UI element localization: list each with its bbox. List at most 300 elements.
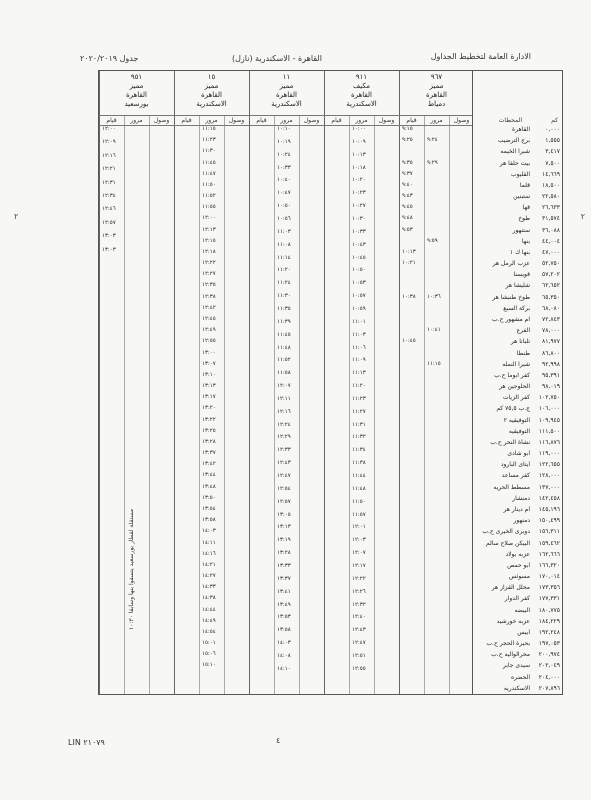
train-type: مميز [204,82,219,90]
station-km: ١٧٠,٠١٤ [538,573,560,581]
station-km: ١,٥٥٥ [545,137,560,145]
station-name: دمنهور [513,517,530,525]
time-cell: ١١:٣٠ [277,293,291,300]
station-name: القاهرة [512,126,530,133]
time-cell: ١٣:٢٨ [202,438,216,445]
time-cell: ١١:١٥ [202,126,216,132]
time-cell: ١١:٣٥ [277,305,291,312]
time-cell: ١١:١٥ [427,360,441,367]
station-km: ٧٢,٨٤٣ [541,316,560,323]
station-name: محلل القزاز هر [491,584,530,592]
time-cell: ١٢:٥١ [352,652,366,659]
time-cell: ١١:٤٤ [352,473,366,480]
train-sub: الاسكندرية [346,100,377,108]
time-cell: ١٢:٠١ [352,524,366,531]
subcolumn-divider [274,115,275,694]
timetable-grid [98,70,473,695]
time-cell: ١٢:١٨ [202,248,216,255]
station-name: عزبه خورشيد [496,617,530,625]
station-row [473,517,562,525]
train-header [99,73,174,109]
train-num: ١١ [282,73,291,81]
time-cell: ١٠:٢١ [402,260,416,267]
time-cell: ١٠:٣٣ [277,164,291,171]
station-name: الفرع [516,327,530,335]
time-cell: ١٢:٢٢ [202,260,216,267]
station-row [473,618,562,626]
time-cell: ١٤:٢١ [202,561,216,568]
station-name: ج.ب ٧٥,٥ كم [496,405,530,413]
train-type: مكيف [353,82,370,90]
time-cell: ١٠:٢٧ [352,203,366,210]
time-cell: ١٣:٠٣ [102,233,116,240]
train-divider [174,71,175,694]
station-row [473,428,562,436]
station-km: ٠,٠٠٠ [545,126,560,133]
train-header [324,73,399,109]
station-row [473,137,562,145]
time-cell: ١٢:٥٧ [277,498,291,505]
time-cell: ٩:٤٠ [402,181,413,188]
route-header: القاهرة - الاسكندرية (نازل) [232,54,322,63]
time-cell: ١٢:٠٧ [277,383,291,390]
time-cell: ١٢:٥٧ [102,219,116,226]
time-cell: ١١:٣٠ [202,148,216,155]
time-cell: ١٢:٣٤ [102,193,116,200]
station-km: ٩٢,٩٩٨ [541,360,560,368]
station-row [473,249,562,257]
station-row [473,338,562,346]
station-km: ٥٢,٧٥٠ [541,260,560,268]
station-km: ١٠٢,٧٥٠ [538,394,560,402]
subcolumn-label: قيام [406,117,417,124]
time-cell: ١٢:٣٨ [202,293,216,300]
time-cell: ١٢:٢٩ [277,434,291,441]
station-row [473,372,562,380]
time-cell: ١١:٠٨ [277,241,291,248]
train-type: مميز [429,82,444,90]
train-route: القاهرة [276,91,297,99]
time-cell: ١٢:٠٧ [352,550,366,557]
time-cell: ٩:٤٥ [402,204,413,211]
subcolumn-label: وصول [303,117,320,124]
train-num: ١٥ [207,73,216,81]
time-cell: ١٢:٤٢ [202,304,216,311]
time-cell: ١٠:٤٣ [352,241,366,248]
station-row [473,260,562,268]
station-row [473,439,562,447]
station-km: ٤٧,٠٠٠ [541,248,560,256]
time-cell: ١١:٥٢ [202,193,216,200]
time-cell: ١٠:٤٠ [277,177,291,184]
time-cell: ١٠:٢٠ [352,177,366,184]
time-cell: ١٢:٤٣ [352,627,366,634]
station-km: ٦٥,٣٥٠ [541,293,560,301]
time-cell: ١٣:٣٧ [202,450,216,457]
time-cell: ١٤:٤٩ [202,617,216,624]
station-name: دمنشار [512,494,530,502]
station-name: سيدى جابر [502,662,530,670]
station-km: ١٥٠,٤٩٩ [538,517,560,525]
time-cell: ١١:٥٠ [352,498,366,505]
time-cell: ١٣:١٩ [277,537,291,544]
station-name: كفر الدوار [504,595,530,603]
time-cell: ٩:٣٥ [402,159,413,166]
time-cell: ١٢:٠٩ [102,139,116,146]
station-name: عزب الرمل هر [492,260,530,268]
station-row [473,551,562,559]
time-cell: ١٢:٢٤ [277,421,291,428]
time-cell: ١٢:٠٠ [202,215,216,222]
station-km: ٢٠٤,٠٠٠ [538,673,560,681]
station-name: شبرا النمله [502,360,530,368]
time-cell: ١١:٥٧ [352,511,366,518]
time-cell: ١٣:٥٣ [277,614,291,621]
subcolumn-label: مرور [205,117,218,124]
time-cell: ١١:٤٧ [202,170,216,177]
time-cell: ١٠:٥٠ [277,203,291,210]
train-divider [99,71,100,694]
time-cell: ٩:٣٧ [402,170,413,177]
station-name: الحلوجين هر [499,383,530,391]
train-route: القاهرة [351,91,372,99]
train-divider [324,71,325,694]
time-cell: ١١:٣٤ [352,447,366,454]
time-cell: ١٢:٢٢ [352,575,366,582]
time-cell: ١٢:٤٠ [352,614,366,621]
time-cell: ١١:٥٥ [202,204,216,211]
station-row [473,405,562,413]
time-cell: ١٣:١٠ [202,371,216,378]
station-km: ٢٠٢,٠٤٩ [538,662,560,670]
subcolumn-label: قيام [256,117,267,124]
station-km: ٣١,٥٧٤ [541,215,560,223]
station-km: ٧,٥٠٠ [545,159,560,167]
station-row [473,238,562,246]
station-row [473,294,562,302]
subcolumn-label: وصول [453,117,470,124]
station-row [473,327,562,335]
time-cell: ١٠:٣٠ [352,215,366,222]
time-cell: ١١:٠٣ [352,331,366,338]
station-row [473,271,562,279]
station-name: دوبرى الخيرى ح.ب [482,528,530,536]
station-name: تلبانا هر [510,338,530,346]
station-km: ١٤٢,٤٥٨ [538,494,560,502]
subcolumn-divider [374,115,375,694]
time-cell: ١٣:٠٧ [202,360,216,367]
station-name: كفر ابوما ح.ب [494,371,530,379]
station-name: برج الترضيب [497,137,530,145]
station-name: كفر مساعد [501,472,530,480]
station-km: ١١٦,٨٧٦ [538,438,560,446]
time-cell: ١٢:١٦ [277,408,291,415]
station-km: ٢٠٠,٩٧٤ [538,651,560,659]
station-row [473,171,562,179]
train-num: ٩٦٧ [430,73,443,81]
station-row [473,685,562,693]
station-name: مسطط الحريه [493,483,530,491]
station-row [473,607,562,615]
time-cell: ١٣:٣٣ [277,563,291,569]
station-name: طوخ [518,215,530,223]
station-row [473,461,562,469]
station-name: ام دينار هر [503,506,530,513]
time-cell: ١٠:٣٦ [427,293,441,300]
time-cell: ١٤:٠٣ [277,640,291,647]
time-cell: ٩:٢٥ [402,137,413,144]
time-cell: ١٤:٤٤ [202,606,216,613]
time-cell: ١٢:٠٣ [352,537,366,544]
station-name: عزبه بولاد [505,550,530,558]
subcolumn-divider [149,115,150,694]
subcolumn-label: مرور [355,117,368,124]
time-cell: ١٣:٠٥ [277,511,291,518]
station-row [473,383,562,391]
station-name: البيكن صلاح سالم [485,539,530,547]
time-cell: ١٤:٣٨ [202,595,216,602]
station-km: ٣,٤١٧ [545,148,560,156]
subcolumn-label: وصول [378,117,395,124]
time-cell: ١١:٢٠ [277,267,291,274]
margin-mark-right: ٢ [580,212,585,221]
time-cell: ١٠:١٩ [277,138,291,145]
time-cell: ١٠:٥٦ [277,215,291,222]
time-cell: ١٢:٣١ [102,179,116,186]
train-header [399,73,474,109]
time-cell: ١٣:٠٠ [202,349,216,356]
station-row [473,640,562,648]
time-cell: ١٠:٣٣ [352,228,366,235]
station-name: التوفيقيه [508,427,530,435]
station-name: ابو شادى [507,450,530,458]
schedule-year: جدول ٢٠٢٠/٢٠١٩ [80,54,139,63]
station-row [473,215,562,223]
station-row [473,148,562,156]
time-cell: ١٤:٢٧ [202,573,216,580]
time-cell: ١٣:٢٥ [202,427,216,434]
station-row [473,662,562,670]
department-header: الادارة العامة لتخطيط الجداول [430,52,531,61]
time-cell: ١٣:٤١ [277,588,291,595]
station-km: ١٠٦,٠٠٠ [538,405,560,413]
station-row [473,204,562,212]
time-cell: ٩:٥٩ [427,237,438,244]
time-cell: ١٢:٢٧ [202,271,216,278]
station-km: ١٥٦,٣١١ [538,528,560,536]
time-cell: ١٢:٥٤ [277,485,291,492]
station-row [473,651,562,659]
station-name: الاسكندريه [503,684,530,692]
train-num: ٩١١ [355,73,368,81]
station-row [473,394,562,402]
train-type: مميز [279,82,294,90]
time-cell: ١١:٣٢ [352,434,366,441]
time-cell: ١١:١٣ [352,370,366,377]
time-cell: ١١:٢٧ [352,408,366,415]
time-cell: ١٢:٤٥ [202,316,216,322]
time-cell: ٩:٥٣ [402,226,413,233]
time-cell: ١١:٤٨ [277,344,291,351]
time-cell: ١١:٤٥ [277,331,291,338]
subcolumn-label: وصول [153,117,170,124]
time-cell: ١٠:٢٣ [352,190,366,197]
station-name: كفر الزيات [502,394,530,402]
time-cell: ١١:٠٣ [277,228,291,235]
station-name: بحيرة الحجر ح.ب [486,640,530,648]
time-cell: ١٠:٣٨ [402,293,416,300]
time-cell: ١٢:٢١ [102,166,116,173]
time-cell: ١٠:١٣ [352,151,366,158]
time-cell: ٩:٤٣ [402,193,413,200]
time-cell: ١٢:٤٩ [202,327,216,334]
subcolumn-label: وصول [228,117,245,124]
time-cell: ١١:٢٣ [352,395,366,402]
station-km: ١٤,٦٦٩ [541,170,560,178]
station-row [473,182,562,190]
page-number: ٤ [276,736,281,745]
train-divider [249,71,250,694]
station-name: ايتاى البارود [500,461,530,469]
station-km: ٩٥,٣٩١ [541,371,560,379]
time-cell: ١٢:٥٥ [352,665,366,672]
time-cell: ١١:٣٩ [277,318,291,325]
station-row [473,193,562,201]
station-row [473,160,562,168]
time-cell: ١٥:٠١ [202,640,216,647]
station-name: الحضره [510,673,530,681]
time-cell: ١٥:١٠ [202,662,216,669]
time-cell: ١٣:٥٤ [202,506,216,512]
subcolumn-divider [199,115,200,694]
time-cell: ١٠:٠٠ [352,126,366,132]
time-cell: ١٠:٥٠ [352,267,366,274]
time-cell: ١١:٥٢ [277,357,291,364]
station-km: ١٨٠,٧٧٥ [538,606,560,614]
time-cell: ١٣:٤٨ [202,483,216,490]
km-header: كم [551,117,558,124]
station-km: ٨٦,٨٠٠ [541,349,560,357]
station-km: ١٠٩,٩٤٥ [538,416,560,424]
subcolumn-divider [349,115,350,694]
station-name: بنها [521,237,530,245]
station-row [473,506,562,514]
footer-code: LIN ٢١٠٧٩ [68,738,105,747]
time-cell: ١٣:٤٤ [202,472,216,479]
station-km: ٦٢,٦٥٢ [541,282,560,290]
station-name: طوخ طنبشا هر [492,293,530,301]
time-cell: ١١:٣٨ [352,460,366,467]
station-row [473,350,562,358]
subcolumn-label: مرور [280,117,293,124]
station-row [473,562,562,570]
time-cell: ١٣:١٣ [202,383,216,390]
time-cell: ١١:٢٠ [352,383,366,390]
train-sub: بورسعيد [124,100,149,108]
subcolumn-label: قيام [106,117,117,124]
station-name: ستبنين [513,193,530,201]
time-cell: ١٣:٠٣ [102,246,116,253]
time-cell: ١٤:٠٨ [277,652,291,659]
time-cell: ١٢:١٧ [352,563,366,569]
train-divider [399,71,400,694]
station-km: ٨١,٩٧٧ [541,338,560,346]
station-row [473,472,562,480]
time-cell: ١٠:١٠ [277,126,291,132]
train-header [249,73,324,109]
time-cell: ١٤:٥٤ [202,628,216,635]
station-row [473,540,562,548]
train-route: القاهرة [126,91,147,99]
train-sub: الاسكندرية [196,100,227,108]
time-cell: ١١:٣١ [352,421,366,428]
time-cell: ١٥:٠٦ [202,651,216,658]
station-row [473,495,562,503]
station-name: بيت حلقا هر [499,159,530,167]
time-cell: ١٢:١٣ [202,226,216,233]
margin-mark-left: ٢ [14,212,19,221]
time-cell: ١١:١٤ [277,254,291,261]
station-km: ٢٦,٦٣٣ [541,204,560,212]
station-row [473,361,562,369]
time-cell: ١٤:١١ [202,539,216,546]
time-cell: ١٣:٢٨ [277,550,291,557]
station-km: ١٦٢,٦٦٦ [538,550,560,558]
station-km: ١١٩,٠٠٠ [538,450,560,458]
time-cell: ١٠:١٨ [352,164,366,171]
time-cell: ١٤:١٦ [202,550,216,557]
time-cell: ١٢:٥٥ [202,338,216,345]
station-km: ٢٢,٥٨٠ [541,193,560,201]
time-cell: ١٣:٣٧ [277,575,291,582]
time-cell: ٩:٢٤ [427,137,438,144]
station-km: ١٨٤,٢٢٩ [538,617,560,625]
station-row [473,126,562,134]
station-name: محرالواليه ح.ب [491,651,530,659]
subcolumn-label: قيام [331,117,342,124]
station-km: ١٦٦,٣٢٠ [538,561,560,569]
time-cell: ١١:٥٨ [277,370,291,377]
station-name: نشاة النحر ح.ب [490,438,530,446]
station-row [473,417,562,425]
time-cell: ١١:٢٤ [277,280,291,287]
station-km: ١٣٧,٠٠٠ [538,483,560,491]
train-sub: دمياط [427,100,446,108]
station-name: قلما [519,181,530,189]
time-cell: ١٤:٠٣ [202,528,216,535]
station-km: ١٩٧,٠٥٣ [538,640,560,648]
subcolumn-divider [224,115,225,694]
station-km: ١٩٢,٢٤٨ [538,628,560,636]
station-km: ٧٨,٠٠٠ [541,327,560,335]
station-name: ابو حمص [507,561,530,569]
time-cell: ١٠:٢٤ [277,151,291,158]
time-cell: ١٢:٤٧ [352,640,366,647]
time-cell: ١٠:٤١ [427,327,441,334]
station-km: ٤٤,٠٠٤ [541,237,560,245]
time-cell: ١٢:٤٧ [277,473,291,480]
station-row [473,227,562,235]
station-km: ٣٦,٠٨٨ [541,226,560,234]
time-cell: ١٢:٤٦ [102,206,116,213]
station-km: ١٥٩,٤٦٢ [538,539,560,547]
station-row [473,282,562,290]
station-name: التوفيقيه ٢ [503,416,530,424]
station-row [473,573,562,581]
station-km: ١٨,٥٠٠ [541,181,560,189]
time-cell: ١٠:٥٣ [352,280,366,287]
time-cell: ١٣:٢٢ [202,416,216,423]
